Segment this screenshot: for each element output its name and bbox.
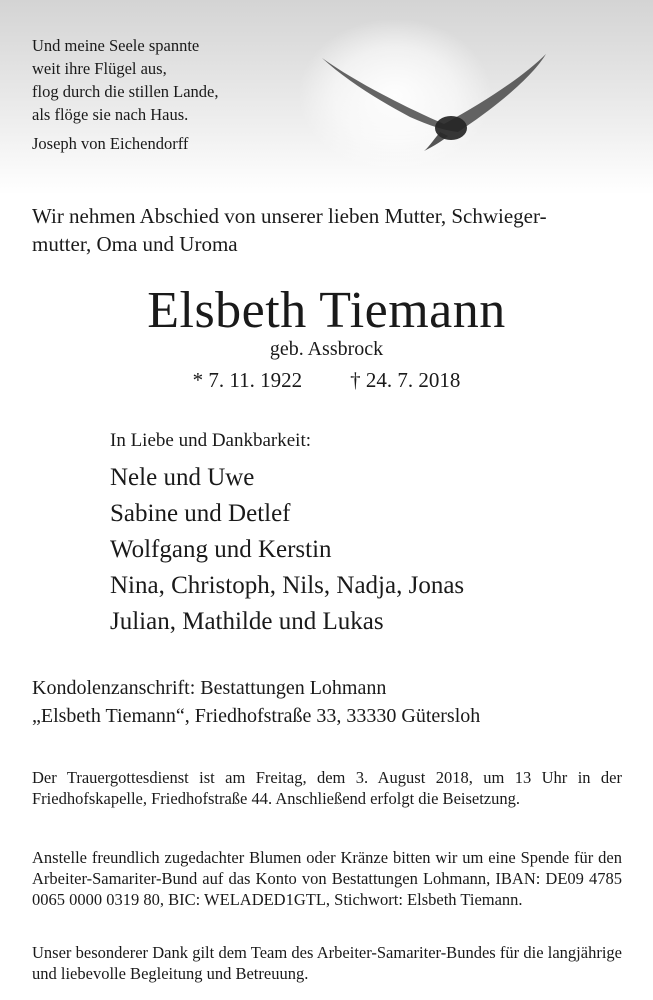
farewell-intro [32,202,632,258]
mourner-entry: Wolfgang und Kerstin [110,536,332,563]
condolence-address [32,674,480,730]
condolence-line: „Elsbeth Tiemann“, Friedhofstraße 33, 33330 Gütersloh [32,705,481,727]
intro-line: mutter, Oma und Uroma [32,232,238,256]
life-dates [0,366,653,394]
donation-note: Anstelle freundlich zugedachter Blumen oder Kränze bitten wir um eine Spende für den Arbeiter-Samariter-Bund auf das Konto von Bestattungen Lohmann, IBAN: DE09 4785 0065 0000 0319 80, BIC: WELADED1GTL, Stichwort: Elsbeth Tiemann. [32,848,622,909]
mourner-entry: Nina, Christoph, Nils, Nadja, Jonas [110,572,465,599]
funeral-service-note: Der Trauergottesdienst ist am Freitag, dem 3. August 2018, um 13 Uhr in der Friedhofskapelle, Friedhofstraße 44. Anschließend erfolgt die Beisetzung. [32,768,622,808]
birth-date: * 7. 11. 1922 [192,368,303,392]
poem [32,34,219,155]
condolence-line: Kondolenzanschrift: Bestattungen Lohmann [32,677,387,699]
mourner-entry: Julian, Mathilde und Lukas [110,608,384,635]
poem-line: als flöge sie nach Haus. [32,105,189,124]
mourners-list [110,460,464,640]
poem-line: Und meine Seele spannte [32,36,200,55]
flying-bird-icon [320,40,560,160]
intro-line: Wir nehmen Abschied von unserer lieben Mutter, Schwieger- [32,204,547,228]
death-date: † 24. 7. 2018 [350,368,461,392]
gratitude-heading: In Liebe und Dankbarkeit: [110,430,312,451]
poem-line: flog durch die stillen Lande, [32,82,219,101]
poem-author: Joseph von Eichendorff [32,134,189,153]
mourner-entry: Nele und Uwe [110,464,255,491]
deceased-name: Elsbeth Tiemann [147,282,506,339]
poem-line: weit ihre Flügel aus, [32,59,167,78]
thanks-note: Unser besonderer Dank gilt dem Team des Arbeiter-Samariter-Bundes für die langjährige und liebevolle Begleitung und Betreuung. [32,943,622,983]
birth-name: geb. Assbrock [269,338,384,360]
mourner-entry: Sabine und Detlef [110,500,291,527]
